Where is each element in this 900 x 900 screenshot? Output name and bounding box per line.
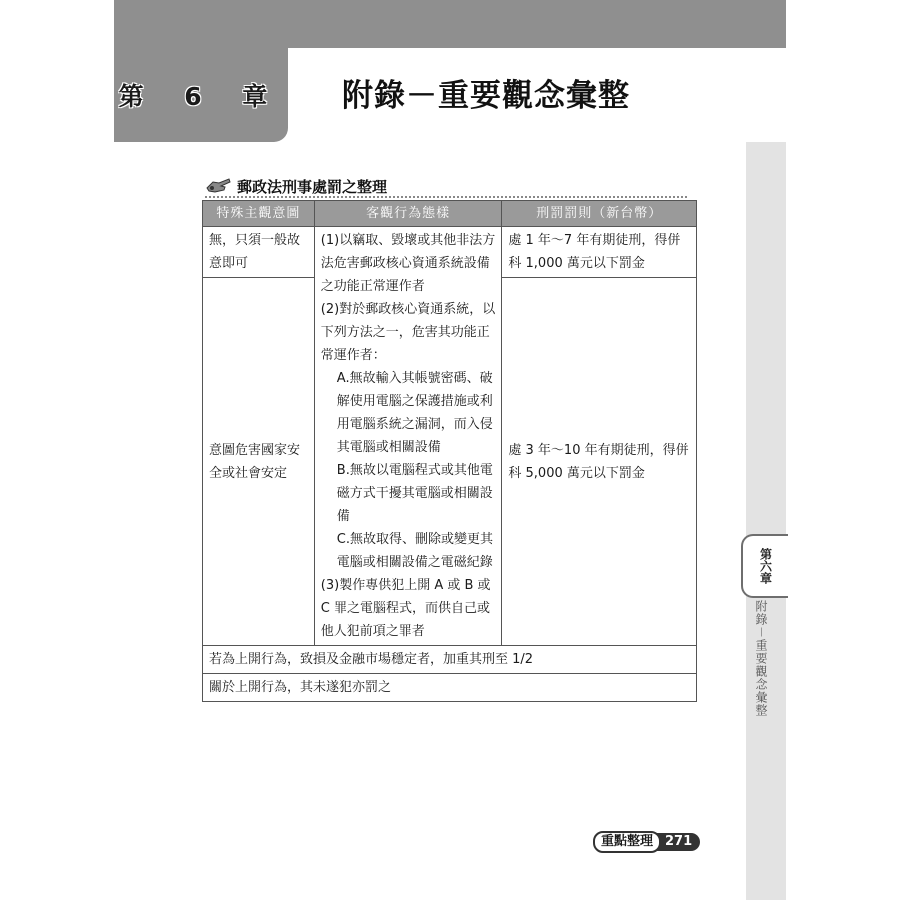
act-item-2: (2)對於郵政核心資通系統，以下列方法之一，危害其功能正常運作者：	[320, 302, 496, 363]
intent-national: 意圖危害國家安全或社會安定	[209, 442, 301, 481]
section-divider	[205, 196, 687, 198]
chapter-block	[114, 48, 288, 142]
table-note-row	[203, 646, 697, 674]
table-row	[203, 227, 697, 278]
chapter-side-tab[interactable]	[741, 534, 788, 598]
note-aggravation: 若為上開行為，致損及金融市場穩定者，加重其刑至 1/2	[203, 646, 697, 674]
act-item-3: (3)製作專供犯上開 A 或 B 或 C 罪之電腦程式，而供自己或他人犯前項之罪者	[320, 578, 491, 639]
badge-label: 重點整理	[593, 831, 661, 853]
header-acts: 客觀行為態樣	[314, 201, 502, 227]
chapter-title: 附錄－重要觀念彙整	[342, 78, 630, 114]
act-item-2b: B.無故以電腦程式或其他電磁方式干擾其電腦或相關設備	[336, 463, 493, 524]
header-band	[114, 0, 786, 48]
intent-general: 無，只須一般故意即可	[209, 233, 301, 271]
acts-cell	[314, 227, 502, 646]
header-penalty: 刑罰罰則（新台幣）	[502, 201, 697, 227]
section-heading	[205, 174, 685, 198]
penalty-table	[202, 200, 697, 702]
penalty-general: 處 1 年～7 年有期徒刑，得併科 1,000 萬元以下罰金	[508, 233, 681, 271]
side-tab-label: 第六章	[758, 548, 773, 584]
act-item-2c: C.無故取得、刪除或變更其電腦或相關設備之電磁紀錄	[336, 532, 493, 570]
intent-cell-national	[203, 278, 315, 646]
penalty-cell-general	[502, 227, 697, 278]
side-subtitle: 附錄－重要觀念彙整	[754, 600, 768, 718]
pointer-hand-icon	[205, 174, 233, 196]
page-badge	[593, 832, 700, 852]
act-item-1: (1)以竊取、毀壞或其他非法方法危害郵政核心資通系統設備之功能正常運作者	[320, 233, 496, 294]
table-note-row	[203, 674, 697, 702]
intent-cell-general	[203, 227, 315, 278]
table-header-row	[203, 201, 697, 227]
header-intent: 特殊主觀意圖	[203, 201, 315, 227]
penalty-national: 處 3 年～10 年有期徒刑，得併科 5,000 萬元以下罰金	[508, 442, 689, 481]
act-item-2a: A.無故輸入其帳號密碼、破解使用電腦之保護措施或利用電腦系統之漏洞，而入侵其電腦或相關設備	[336, 371, 493, 455]
side-strip	[746, 142, 786, 900]
penalty-cell-national	[502, 278, 697, 646]
chapter-label: 第 6 章	[118, 82, 284, 111]
section-title: 郵政法刑事處罰之整理	[237, 178, 388, 196]
page-number: 271	[651, 833, 700, 851]
note-attempt: 關於上開行為，其未遂犯亦罰之	[203, 674, 697, 702]
